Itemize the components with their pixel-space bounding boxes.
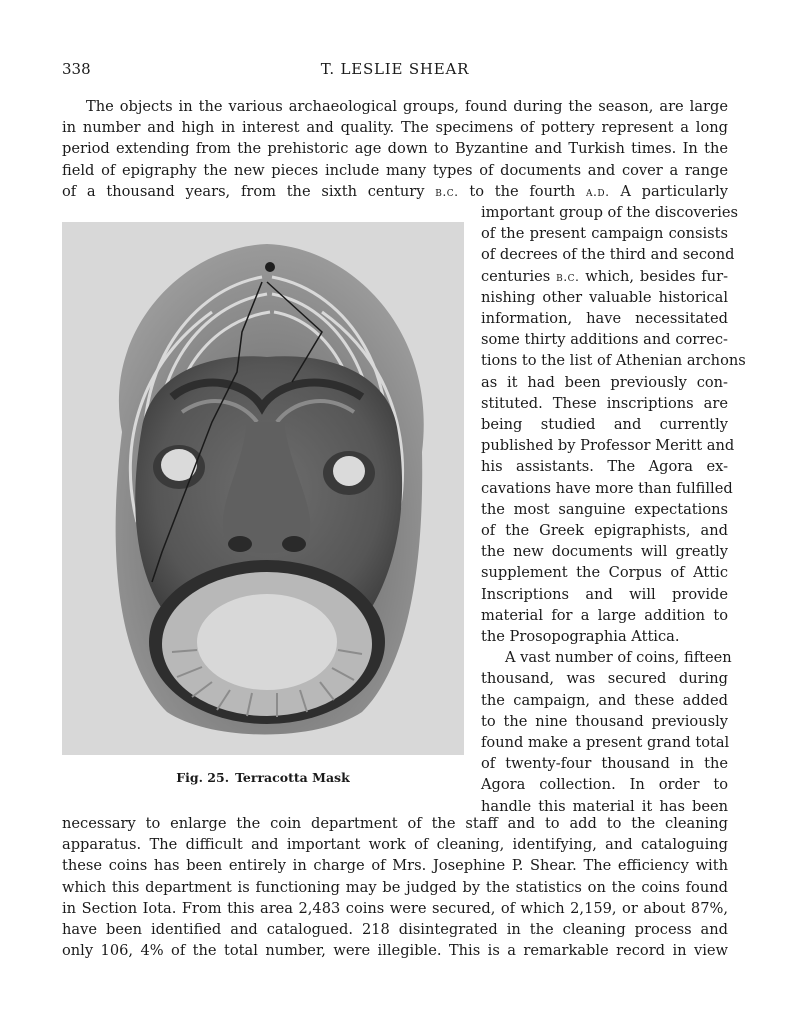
figure-label: Fig. 25.	[176, 770, 230, 785]
text-line: in number and high in interest and quality. The specimens of pottery represent a long	[62, 119, 728, 137]
text-line: have been identified and catalogued. 218 disintegrated in the cleaning process and	[62, 921, 728, 939]
text-line: published by Professor Meritt and	[481, 437, 735, 455]
text-line: the Prosopographia Attica.	[481, 628, 680, 646]
text-line: period extending from the prehistoric age down to Byzantine and Turkish times. In the	[62, 140, 728, 158]
paragraph-1	[62, 96, 728, 202]
text-line: important group of the discoveries	[481, 204, 739, 221]
text-line: of a thousand years, from the sixth century b.c. to the fourth a.d. A particularly	[62, 182, 728, 200]
text-line: only 106, 4% of the total number, were illegible. This is a remarkable record in view	[62, 942, 728, 960]
text-line: information, have necessitated	[481, 310, 728, 328]
text-line: being studied and currently	[481, 416, 728, 434]
terracotta-mask-image	[62, 222, 464, 755]
text-line: tions to the list of Athenian archons	[481, 352, 746, 370]
text-line: supplement the Corpus of Attic	[481, 564, 728, 582]
text-line: Inscriptions and will provide	[481, 585, 728, 603]
text-line: nishing other valuable historical	[481, 288, 728, 306]
text-line: in Section Iota. From this area 2,483 coins were secured, of which 2,159, or about 87%,	[62, 899, 728, 917]
text-line: field of epigraphy the new pieces include many types of documents and cover a range	[62, 161, 728, 179]
text-line: of decrees of the third and second	[481, 246, 735, 264]
text-line: apparatus. The difficult and important work of cleaning, identifying, and cataloguing	[62, 836, 728, 854]
running-title: T. LESLIE SHEAR	[320, 60, 470, 78]
figure-title: Terracotta Mask	[235, 770, 350, 785]
figure-caption	[62, 770, 464, 785]
text-line: of twenty-four thousand in the	[481, 755, 728, 773]
terracotta-mask-figure	[62, 222, 464, 755]
text-line: A vast number of coins, fifteen	[505, 649, 732, 667]
text-line: necessary to enlarge the coin department of the staff and to add to the cleaning	[62, 815, 728, 832]
text-line: the campaign, and these added	[481, 691, 728, 709]
text-line: as it had been previously con-	[481, 373, 728, 391]
text-line: centuries b.c. which, besides fur-	[481, 267, 729, 285]
text-line: of the present campaign consists	[481, 225, 728, 243]
text-line: to the nine thousand previously	[481, 712, 728, 730]
text-line: Agora collection. In order to	[481, 776, 728, 794]
text-line: which this department is functioning may be judged by the statistics on the coins found	[62, 878, 728, 896]
text-line: material for a large addition to	[481, 606, 728, 624]
text-line: cavations have more than fulfilled	[481, 479, 733, 497]
text-line: The objects in the various archaeological groups, found during the season, are large	[86, 98, 728, 115]
paragraph-bottom	[62, 813, 728, 961]
text-line: found make a present grand total	[481, 734, 730, 752]
side-column-text	[481, 202, 746, 817]
text-line: these coins has been entirely in charge of Mrs. Josephine P. Shear. The efficiency with	[62, 857, 728, 875]
text-line: of the Greek epigraphists, and	[481, 522, 728, 540]
text-line: stituted. These inscriptions are	[481, 394, 728, 412]
text-line: his assistants. The Agora ex-	[481, 458, 728, 476]
page-header	[62, 60, 728, 82]
text-line: thousand, was secured during	[481, 670, 728, 688]
text-line: the new documents will greatly	[481, 543, 728, 561]
text-line: the most sanguine expectations	[481, 500, 728, 518]
text-line: handle this material it has been	[481, 797, 728, 815]
text-line: some thirty additions and correc-	[481, 331, 728, 349]
page-number: 338	[62, 60, 91, 78]
